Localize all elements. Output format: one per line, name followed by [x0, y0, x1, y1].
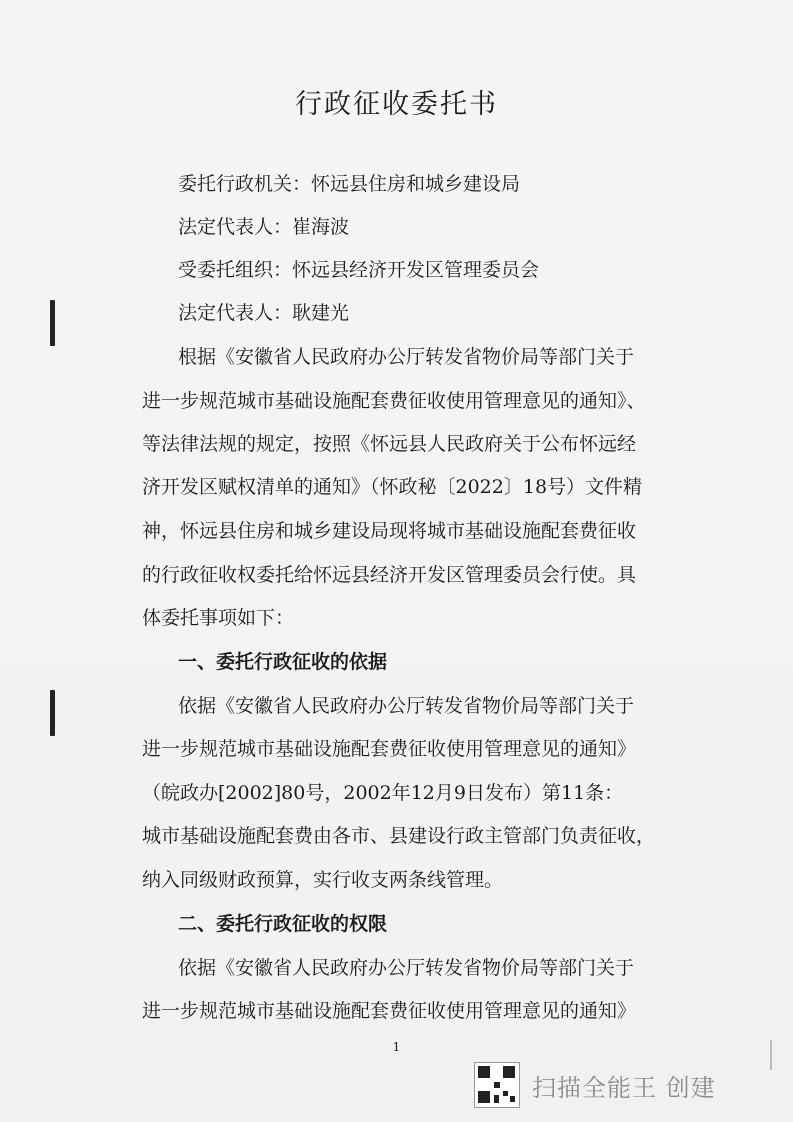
paragraph-line: 纳入同级财政预算，实行收支两条线管理。: [142, 869, 504, 891]
paragraph-line: 的行政征收权委托给怀远县经济开发区管理委员会行使。具: [142, 564, 637, 586]
paragraph-line: 依据《安徽省人民政府办公厅转发省物价局等部门关于: [178, 695, 635, 717]
scanner-watermark: [474, 1062, 716, 1108]
paragraph-line: 体委托事项如下：: [142, 607, 295, 629]
paragraph-line: 根据《安徽省人民政府办公厅转发省物价局等部门关于: [178, 346, 635, 368]
paragraph-line: 济开发区赋权清单的通知》（怀政秘〔2022〕18号）文件精: [142, 476, 643, 498]
entrusting-agency-line: 委托行政机关：怀远县住房和城乡建设局: [178, 173, 521, 195]
page-number: 1: [392, 1040, 401, 1054]
paragraph-line: 进一步规范城市基础设施配套费征收使用管理意见的通知》: [142, 1000, 637, 1022]
paragraph-line: 进一步规范城市基础设施配套费征收使用管理意见的通知》、: [142, 390, 646, 412]
paragraph-line: 等法律法规的规定，按照《怀远县人民政府关于公布怀远经: [142, 433, 637, 455]
paragraph-line: 进一步规范城市基础设施配套费征收使用管理意见的通知》: [142, 738, 637, 760]
scan-edge-mark: [770, 1040, 772, 1070]
document-title: 行政征收委托书: [295, 89, 498, 120]
paragraph-line: 神，怀远县住房和城乡建设局现将城市基础设施配套费征收: [142, 520, 637, 542]
entrusted-organization-line: 受委托组织：怀远县经济开发区管理委员会: [178, 259, 540, 281]
legal-representative-line: 法定代表人：崔海波: [178, 216, 350, 238]
paragraph-line: （皖政办[2002]80号，2002年12月9日发布）第11条：: [142, 782, 624, 804]
qr-code-icon: [474, 1062, 520, 1108]
section-heading-basis: 一、委托行政征收的依据: [178, 651, 388, 673]
section-heading-authority: 二、委托行政征收的权限: [178, 913, 388, 935]
binder-mark: [50, 690, 55, 736]
legal-representative-line-2: 法定代表人：耿建光: [178, 302, 350, 324]
paragraph-line: 城市基础设施配套费由各市、县建设行政主管部门负责征收，: [142, 825, 656, 847]
paragraph-line: 依据《安徽省人民政府办公厅转发省物价局等部门关于: [178, 957, 635, 979]
watermark-text: 扫描全能王 创建: [532, 1073, 716, 1102]
binder-mark: [50, 300, 55, 346]
